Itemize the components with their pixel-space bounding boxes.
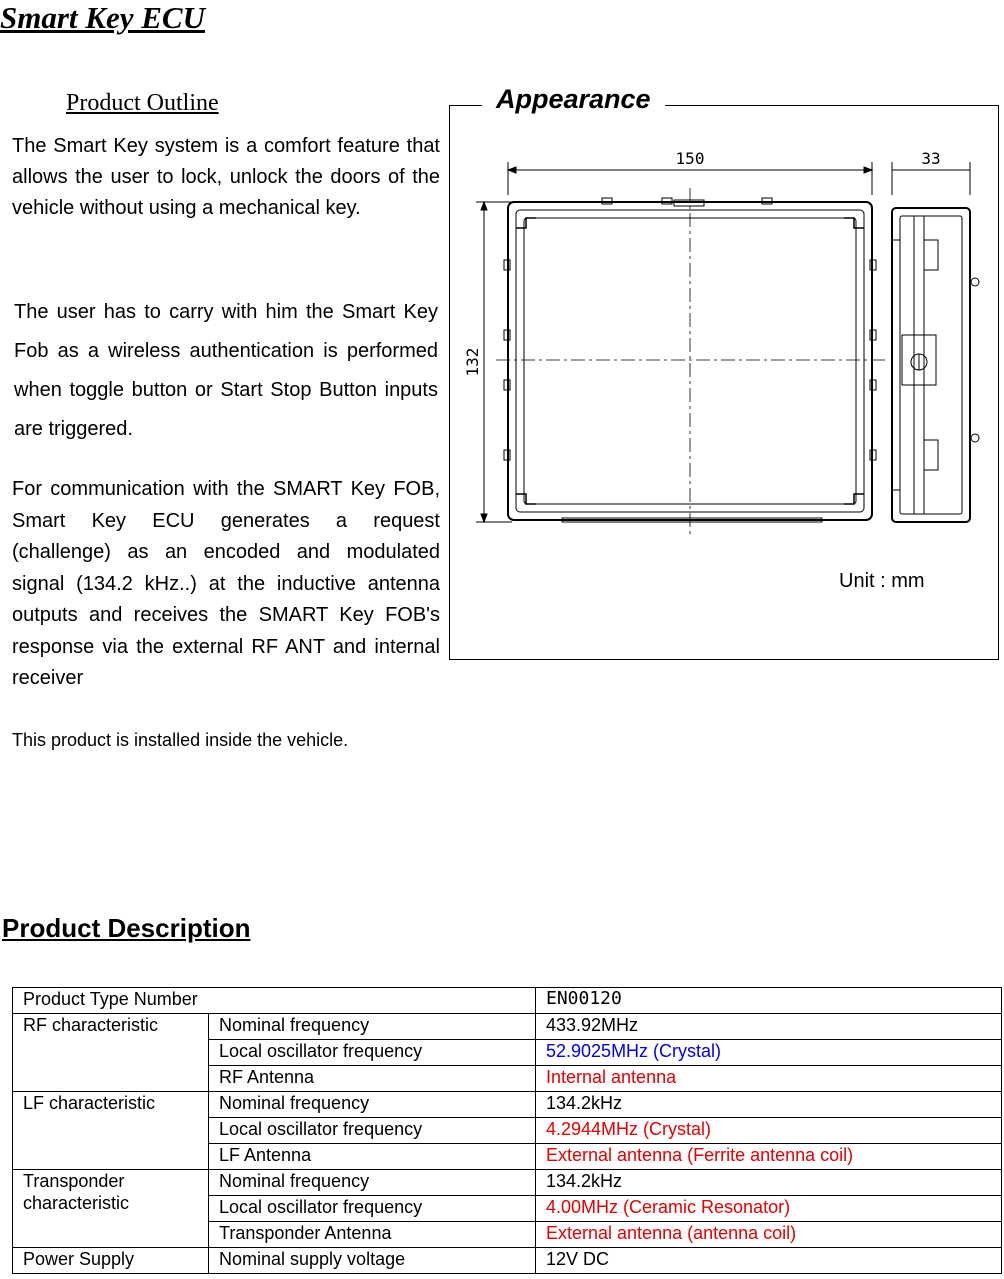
value-cell: 134.2kHz	[536, 1092, 1002, 1118]
param-cell: LF Antenna	[209, 1144, 536, 1170]
value-cell: External antenna (antenna coil)	[536, 1222, 1002, 1248]
category-line-1: Transponder	[23, 1171, 125, 1191]
value-cell: 433.92MHz	[536, 1014, 1002, 1040]
category-cell: RF characteristic	[13, 1014, 209, 1092]
side-view-outline	[892, 208, 970, 522]
table-row	[13, 1170, 1002, 1196]
param-cell: Nominal frequency	[209, 1014, 536, 1040]
table-row	[13, 1014, 1002, 1040]
appearance-heading: Appearance	[482, 84, 665, 115]
category-cell: Power Supply	[13, 1248, 209, 1274]
value-cell: 134.2kHz	[536, 1170, 1002, 1196]
width-dimension-label: 150	[675, 149, 705, 168]
outline-paragraph-3: For communication with the SMART Key FOB, Smart Key ECU generates a request (challenge) as an encoded and modulated signal (134.2 kHz..) at the inductive antenna outputs and receives the SMART Key FOB's response via the external RF ANT and internal receiver	[12, 478, 440, 689]
value-cell: 52.9025MHz (Crystal)	[536, 1040, 1002, 1066]
value-cell: Internal antenna	[536, 1066, 1002, 1092]
outline-paragraph-1: The Smart Key system is a comfort feature that allows the user to lock, unlock the doors of the vehicle without using a mechanical key.	[12, 135, 440, 219]
ecu-technical-drawing	[462, 140, 992, 550]
document-title: Smart Key ECU	[0, 0, 205, 35]
product-outline-heading: Product Outline	[66, 90, 219, 116]
height-dimension-label: 132	[463, 347, 482, 377]
value-cell: 4.00MHz (Ceramic Resonator)	[536, 1196, 1002, 1222]
value-cell: 4.2944MHz (Crystal)	[536, 1118, 1002, 1144]
type-value-cell: EN00120	[536, 988, 1002, 1014]
category-cell	[13, 1170, 209, 1248]
param-cell: RF Antenna	[209, 1066, 536, 1092]
param-cell: Local oscillator frequency	[209, 1118, 536, 1144]
unit-label: Unit : mm	[839, 570, 925, 592]
table-row	[13, 1248, 1002, 1274]
spec-table	[12, 987, 1002, 1274]
category-cell: LF characteristic	[13, 1092, 209, 1170]
table-row	[13, 1092, 1002, 1118]
param-cell: Nominal frequency	[209, 1092, 536, 1118]
value-cell: 12V DC	[536, 1248, 1002, 1274]
product-description-heading: Product Description	[2, 913, 251, 943]
param-cell: Local oscillator frequency	[209, 1040, 536, 1066]
param-cell: Nominal supply voltage	[209, 1248, 536, 1274]
param-cell: Transponder Antenna	[209, 1222, 536, 1248]
param-cell: Local oscillator frequency	[209, 1196, 536, 1222]
category-line-2: characteristic	[23, 1193, 130, 1213]
outline-paragraph-4: This product is installed inside the vehicle.	[12, 730, 349, 750]
table-row	[13, 988, 1002, 1014]
value-cell: External antenna (Ferrite antenna coil)	[536, 1144, 1002, 1170]
type-label-cell: Product Type Number	[13, 988, 536, 1014]
param-cell: Nominal frequency	[209, 1170, 536, 1196]
depth-dimension-label: 33	[921, 149, 941, 168]
outline-paragraph-2: The user has to carry with him the Smart Key Fob as a wireless authentication is performed when toggle button or Start Stop Button inputs are triggered.	[14, 301, 438, 440]
